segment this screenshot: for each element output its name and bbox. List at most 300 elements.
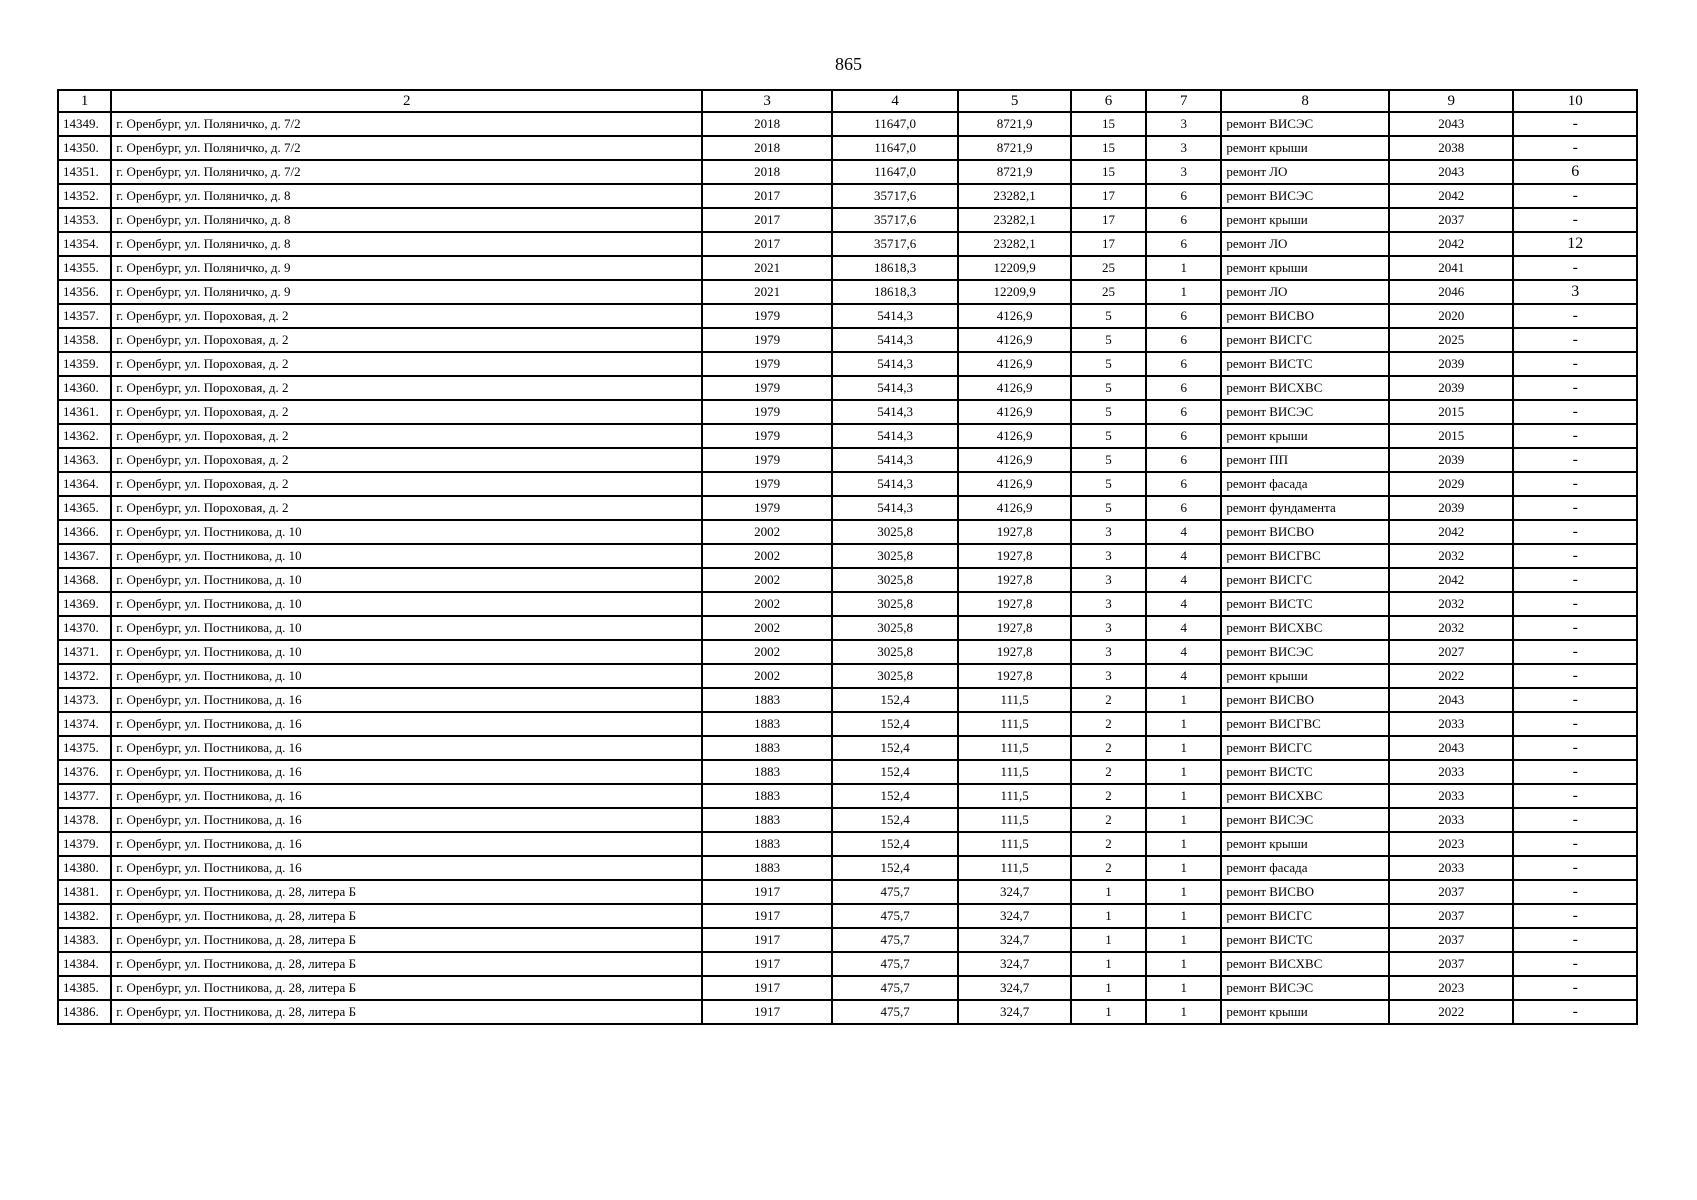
floors: 2 [1071,856,1146,880]
column-10-value: - [1513,808,1637,832]
work-type: ремонт фундамента [1221,496,1389,520]
year-built: 1917 [702,952,831,976]
column-10-value: - [1513,256,1637,280]
floors: 1 [1071,976,1146,1000]
column-10-value: - [1513,136,1637,160]
table-row [58,448,1637,472]
total-area: 475,7 [832,952,958,976]
residential-area: 111,5 [958,856,1070,880]
column-10-value: - [1513,304,1637,328]
planned-year: 2043 [1389,160,1513,184]
total-area: 152,4 [832,808,958,832]
address: г. Оренбург, ул. Поляничко, д. 9 [111,256,702,280]
residential-area: 4126,9 [958,424,1070,448]
floors: 5 [1071,328,1146,352]
row-number: 14362. [58,424,111,448]
floors: 3 [1071,544,1146,568]
planned-year: 2032 [1389,592,1513,616]
column-10-value: - [1513,616,1637,640]
column-10-value: - [1513,424,1637,448]
column-10-value: - [1513,592,1637,616]
planned-year: 2041 [1389,256,1513,280]
column-header-3: 3 [702,90,831,112]
residential-area: 4126,9 [958,352,1070,376]
table-row [58,904,1637,928]
total-area: 35717,6 [832,232,958,256]
residential-area: 4126,9 [958,328,1070,352]
residential-area: 111,5 [958,736,1070,760]
year-built: 1979 [702,328,831,352]
planned-year: 2037 [1389,952,1513,976]
entrances: 1 [1146,880,1221,904]
entrances: 1 [1146,736,1221,760]
total-area: 18618,3 [832,280,958,304]
floors: 25 [1071,280,1146,304]
address: г. Оренбург, ул. Постникова, д. 10 [111,520,702,544]
work-type: ремонт крыши [1221,664,1389,688]
row-number: 14375. [58,736,111,760]
table-row [58,160,1637,184]
column-10-value: - [1513,448,1637,472]
planned-year: 2032 [1389,544,1513,568]
residential-area: 324,7 [958,904,1070,928]
column-header-1: 1 [58,90,111,112]
address: г. Оренбург, ул. Постникова, д. 16 [111,688,702,712]
table-row [58,952,1637,976]
year-built: 2018 [702,112,831,136]
work-type: ремонт ВИСГВС [1221,544,1389,568]
table-row [58,304,1637,328]
work-type: ремонт ВИСХВС [1221,616,1389,640]
year-built: 1917 [702,904,831,928]
row-number: 14369. [58,592,111,616]
total-area: 475,7 [832,928,958,952]
address: г. Оренбург, ул. Пороховая, д. 2 [111,424,702,448]
work-type: ремонт ВИСВО [1221,880,1389,904]
entrances: 4 [1146,544,1221,568]
column-header-9: 9 [1389,90,1513,112]
planned-year: 2042 [1389,232,1513,256]
address: г. Оренбург, ул. Постникова, д. 28, литера Б [111,880,702,904]
planned-year: 2042 [1389,520,1513,544]
row-number: 14363. [58,448,111,472]
planned-year: 2039 [1389,352,1513,376]
work-type: ремонт крыши [1221,424,1389,448]
column-10-value: - [1513,472,1637,496]
row-number: 14349. [58,112,111,136]
row-number: 14373. [58,688,111,712]
entrances: 4 [1146,592,1221,616]
floors: 2 [1071,688,1146,712]
address: г. Оренбург, ул. Постникова, д. 16 [111,808,702,832]
table-row [58,232,1637,256]
residential-area: 1927,8 [958,616,1070,640]
work-type: ремонт ВИСВО [1221,520,1389,544]
year-built: 1917 [702,880,831,904]
row-number: 14367. [58,544,111,568]
total-area: 152,4 [832,856,958,880]
row-number: 14357. [58,304,111,328]
column-header-8: 8 [1221,90,1389,112]
column-10-value: - [1513,856,1637,880]
entrances: 1 [1146,904,1221,928]
row-number: 14366. [58,520,111,544]
planned-year: 2033 [1389,784,1513,808]
residential-area: 324,7 [958,976,1070,1000]
entrances: 4 [1146,568,1221,592]
total-area: 3025,8 [832,616,958,640]
total-area: 3025,8 [832,592,958,616]
total-area: 152,4 [832,784,958,808]
work-type: ремонт ВИСГВС [1221,712,1389,736]
floors: 2 [1071,784,1146,808]
work-type: ремонт ВИСЭС [1221,808,1389,832]
row-number: 14361. [58,400,111,424]
address: г. Оренбург, ул. Пороховая, д. 2 [111,328,702,352]
residential-area: 23282,1 [958,184,1070,208]
planned-year: 2023 [1389,976,1513,1000]
address: г. Оренбург, ул. Пороховая, д. 2 [111,400,702,424]
column-header-4: 4 [832,90,958,112]
floors: 5 [1071,496,1146,520]
entrances: 6 [1146,352,1221,376]
table-row [58,688,1637,712]
planned-year: 2032 [1389,616,1513,640]
total-area: 3025,8 [832,544,958,568]
row-number: 14371. [58,640,111,664]
entrances: 4 [1146,664,1221,688]
year-built: 1883 [702,760,831,784]
row-number: 14383. [58,928,111,952]
residential-area: 111,5 [958,784,1070,808]
planned-year: 2046 [1389,280,1513,304]
table-row [58,976,1637,1000]
work-type: ремонт ВИСХВС [1221,784,1389,808]
floors: 2 [1071,736,1146,760]
floors: 5 [1071,448,1146,472]
column-10-value: - [1513,544,1637,568]
work-type: ремонт крыши [1221,208,1389,232]
floors: 25 [1071,256,1146,280]
total-area: 152,4 [832,832,958,856]
year-built: 2002 [702,592,831,616]
address: г. Оренбург, ул. Постникова, д. 10 [111,592,702,616]
planned-year: 2038 [1389,136,1513,160]
floors: 3 [1071,568,1146,592]
table-row [58,784,1637,808]
planned-year: 2043 [1389,112,1513,136]
row-number: 14376. [58,760,111,784]
table-row [58,712,1637,736]
floors: 5 [1071,352,1146,376]
address: г. Оренбург, ул. Постникова, д. 28, литера Б [111,976,702,1000]
floors: 15 [1071,136,1146,160]
address: г. Оренбург, ул. Пороховая, д. 2 [111,472,702,496]
address: г. Оренбург, ул. Пороховая, д. 2 [111,352,702,376]
address: г. Оренбург, ул. Пороховая, д. 2 [111,448,702,472]
row-number: 14353. [58,208,111,232]
column-10-value: - [1513,664,1637,688]
floors: 5 [1071,376,1146,400]
total-area: 152,4 [832,760,958,784]
table-row [58,352,1637,376]
year-built: 2021 [702,256,831,280]
address: г. Оренбург, ул. Поляничко, д. 7/2 [111,112,702,136]
work-type: ремонт ВИСГС [1221,328,1389,352]
year-built: 1883 [702,808,831,832]
year-built: 2018 [702,160,831,184]
total-area: 5414,3 [832,328,958,352]
entrances: 6 [1146,232,1221,256]
entrances: 6 [1146,304,1221,328]
column-10-value: - [1513,400,1637,424]
total-area: 35717,6 [832,184,958,208]
floors: 2 [1071,760,1146,784]
column-header-7: 7 [1146,90,1221,112]
year-built: 2017 [702,232,831,256]
year-built: 2017 [702,184,831,208]
residential-area: 4126,9 [958,400,1070,424]
planned-year: 2043 [1389,688,1513,712]
entrances: 1 [1146,1000,1221,1024]
year-built: 1979 [702,448,831,472]
address: г. Оренбург, ул. Постникова, д. 16 [111,784,702,808]
row-number: 14368. [58,568,111,592]
work-type: ремонт фасада [1221,856,1389,880]
column-10-value: - [1513,904,1637,928]
table-row [58,808,1637,832]
planned-year: 2033 [1389,856,1513,880]
entrances: 3 [1146,136,1221,160]
entrances: 1 [1146,976,1221,1000]
row-number: 14384. [58,952,111,976]
work-type: ремонт ЛО [1221,160,1389,184]
floors: 2 [1071,808,1146,832]
entrances: 1 [1146,856,1221,880]
residential-area: 111,5 [958,808,1070,832]
total-area: 5414,3 [832,472,958,496]
year-built: 1979 [702,400,831,424]
residential-area: 8721,9 [958,136,1070,160]
residential-area: 12209,9 [958,280,1070,304]
table-row [58,880,1637,904]
year-built: 1979 [702,496,831,520]
work-type: ремонт ВИСГС [1221,568,1389,592]
total-area: 475,7 [832,1000,958,1024]
total-area: 5414,3 [832,424,958,448]
residential-area: 324,7 [958,880,1070,904]
work-type: ремонт ВИСГС [1221,904,1389,928]
column-10-value: - [1513,712,1637,736]
total-area: 3025,8 [832,664,958,688]
table-row [58,472,1637,496]
address: г. Оренбург, ул. Постникова, д. 10 [111,664,702,688]
total-area: 475,7 [832,904,958,928]
residential-area: 4126,9 [958,304,1070,328]
entrances: 4 [1146,616,1221,640]
planned-year: 2039 [1389,448,1513,472]
row-number: 14380. [58,856,111,880]
floors: 2 [1071,832,1146,856]
total-area: 3025,8 [832,640,958,664]
work-type: ремонт ВИСВО [1221,688,1389,712]
planned-year: 2020 [1389,304,1513,328]
table-row [58,856,1637,880]
year-built: 1979 [702,352,831,376]
floors: 1 [1071,1000,1146,1024]
total-area: 11647,0 [832,136,958,160]
table-row [58,928,1637,952]
residential-area: 12209,9 [958,256,1070,280]
floors: 1 [1071,952,1146,976]
planned-year: 2037 [1389,928,1513,952]
floors: 5 [1071,424,1146,448]
total-area: 152,4 [832,736,958,760]
year-built: 1979 [702,376,831,400]
column-10-value: - [1513,640,1637,664]
entrances: 1 [1146,712,1221,736]
header-row [58,90,1637,112]
year-built: 2017 [702,208,831,232]
table-row [58,376,1637,400]
address: г. Оренбург, ул. Постникова, д. 10 [111,616,702,640]
residential-area: 1927,8 [958,568,1070,592]
address: г. Оренбург, ул. Пороховая, д. 2 [111,304,702,328]
table-row [58,568,1637,592]
row-number: 14356. [58,280,111,304]
address: г. Оренбург, ул. Пороховая, д. 2 [111,376,702,400]
floors: 1 [1071,928,1146,952]
column-10-value: - [1513,880,1637,904]
entrances: 3 [1146,112,1221,136]
table-row [58,544,1637,568]
column-10-value: - [1513,760,1637,784]
total-area: 5414,3 [832,304,958,328]
year-built: 2021 [702,280,831,304]
column-header-2: 2 [111,90,702,112]
floors: 17 [1071,232,1146,256]
total-area: 3025,8 [832,520,958,544]
planned-year: 2027 [1389,640,1513,664]
year-built: 2002 [702,616,831,640]
total-area: 3025,8 [832,568,958,592]
page-number: 865 [835,54,862,74]
column-10-value: - [1513,736,1637,760]
entrances: 1 [1146,952,1221,976]
address: г. Оренбург, ул. Постникова, д. 16 [111,712,702,736]
table-row [58,400,1637,424]
work-type: ремонт ВИСТС [1221,352,1389,376]
column-10-value: 12 [1513,232,1637,256]
table-row [58,424,1637,448]
residential-area: 111,5 [958,688,1070,712]
table-row [58,1000,1637,1024]
table-row [58,664,1637,688]
year-built: 2002 [702,568,831,592]
column-10-value: 6 [1513,160,1637,184]
row-number: 14355. [58,256,111,280]
year-built: 1979 [702,304,831,328]
planned-year: 2039 [1389,496,1513,520]
address: г. Оренбург, ул. Постникова, д. 28, литера Б [111,928,702,952]
work-type: ремонт ВИСЭС [1221,400,1389,424]
floors: 3 [1071,592,1146,616]
work-type: ремонт ВИСЭС [1221,184,1389,208]
total-area: 5414,3 [832,376,958,400]
residential-area: 23282,1 [958,208,1070,232]
floors: 15 [1071,160,1146,184]
residential-area: 8721,9 [958,112,1070,136]
address: г. Оренбург, ул. Пороховая, д. 2 [111,496,702,520]
entrances: 1 [1146,280,1221,304]
work-type: ремонт крыши [1221,832,1389,856]
table-row [58,616,1637,640]
year-built: 2002 [702,640,831,664]
row-number: 14370. [58,616,111,640]
entrances: 1 [1146,760,1221,784]
planned-year: 2029 [1389,472,1513,496]
address: г. Оренбург, ул. Постникова, д. 16 [111,760,702,784]
year-built: 1917 [702,928,831,952]
planned-year: 2015 [1389,424,1513,448]
column-10-value: - [1513,184,1637,208]
work-type: ремонт ВИСТС [1221,760,1389,784]
residential-area: 23282,1 [958,232,1070,256]
floors: 5 [1071,304,1146,328]
total-area: 35717,6 [832,208,958,232]
planned-year: 2042 [1389,568,1513,592]
planned-year: 2042 [1389,184,1513,208]
year-built: 1883 [702,784,831,808]
floors: 1 [1071,904,1146,928]
floors: 5 [1071,400,1146,424]
address: г. Оренбург, ул. Постникова, д. 16 [111,856,702,880]
column-header-10: 10 [1513,90,1637,112]
column-10-value: - [1513,520,1637,544]
column-10-value: - [1513,352,1637,376]
residential-area: 1927,8 [958,544,1070,568]
row-number: 14365. [58,496,111,520]
residential-area: 4126,9 [958,496,1070,520]
work-type: ремонт фасада [1221,472,1389,496]
total-area: 5414,3 [832,448,958,472]
table-row [58,256,1637,280]
residential-area: 1927,8 [958,640,1070,664]
table-row [58,760,1637,784]
total-area: 5414,3 [832,400,958,424]
residential-area: 1927,8 [958,592,1070,616]
residential-area: 111,5 [958,832,1070,856]
row-number: 14372. [58,664,111,688]
residential-area: 8721,9 [958,160,1070,184]
entrances: 6 [1146,472,1221,496]
entrances: 6 [1146,376,1221,400]
year-built: 2018 [702,136,831,160]
floors: 3 [1071,664,1146,688]
table-row [58,640,1637,664]
total-area: 5414,3 [832,352,958,376]
entrances: 1 [1146,928,1221,952]
repair-schedule-table [57,89,1638,1025]
row-number: 14358. [58,328,111,352]
row-number: 14381. [58,880,111,904]
entrances: 6 [1146,208,1221,232]
table-row [58,136,1637,160]
row-number: 14378. [58,808,111,832]
column-header-5: 5 [958,90,1070,112]
work-type: ремонт ЛО [1221,280,1389,304]
residential-area: 324,7 [958,952,1070,976]
